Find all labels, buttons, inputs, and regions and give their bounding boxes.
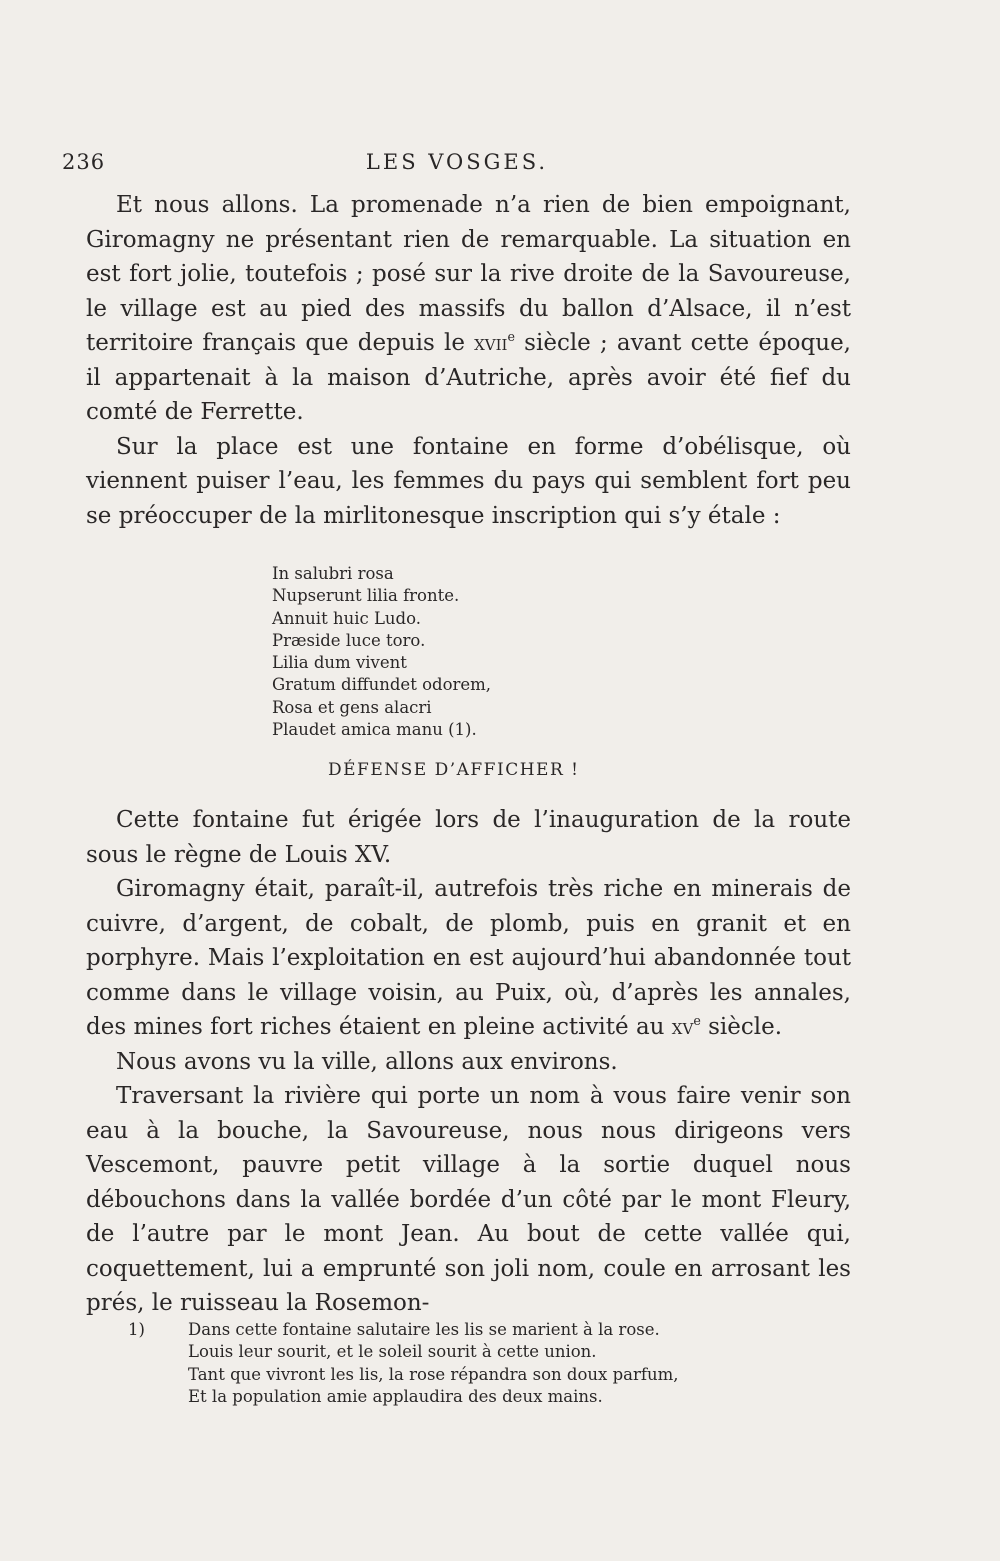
page-header (62, 150, 852, 180)
ordinal-superscript: e (507, 329, 515, 345)
paragraph-text: siècle. (700, 1014, 783, 1040)
paragraph (86, 430, 851, 534)
paragraph (86, 872, 851, 1045)
verse-line: Annuit huic Ludo. (272, 608, 421, 628)
page-number: 236 (62, 150, 106, 174)
paragraph-text: siècle ; avant cette époque, il appartenait à la maison d’Autriche, après avoir été fief du comté de Ferrette. (86, 330, 851, 425)
paragraph-text: Cette fontaine fut érigée lors de l’inauguration de la route sous le règne de Louis XV. (86, 807, 851, 868)
paragraph (86, 188, 851, 430)
verse-line: Plaudet amica manu (1). (272, 720, 477, 740)
century-numeral: xvii (474, 330, 508, 355)
paragraph-text: Giromagny était, paraît-il, autrefois très riche en minerais de cuivre, d’argent, de cobalt, de plomb, puis en granit et en porphyre. Mais l’exploitation en est aujourd’hui abandonnée tout comme dans le village voisin, au Puix, où, d’après les annales, des mines fort riches étaient en pleine activité au (86, 876, 851, 1040)
paragraph (86, 1079, 851, 1321)
century-numeral: xv (671, 1014, 694, 1039)
footnote-line: Et la population amie applaudira des deux mains. (188, 1387, 603, 1407)
footnote-line: Dans cette fontaine salutaire les lis se marient à la rose. (188, 1320, 660, 1339)
paragraph-text: Sur la place est une fontaine en forme d’obélisque, où viennent puiser l’eau, les femmes du pays qui semblent fort peu se préoccuper de la mirlitonesque inscription qui s’y étale : (86, 433, 851, 529)
verse-line: Lilia dum vivent (272, 653, 407, 673)
inscription-notice: DÉFENSE D’AFFICHER ! (328, 760, 580, 780)
verse-line: Nupserunt lilia fronte. (272, 586, 460, 606)
paragraph-text: Nous avons vu la ville, allons aux environs. (116, 1048, 618, 1075)
footnote-line: Tant que vivront les lis, la rose répandra son doux parfum, (188, 1364, 679, 1384)
footnote-marker: 1) (128, 1320, 145, 1339)
running-title: LES VOSGES. (365, 150, 549, 174)
verse-line: In salubri rosa (272, 564, 394, 583)
text-block-2 (86, 803, 851, 1321)
paragraph-text: Traversant la rivière qui porte un nom à vous faire venir son eau à la bouche, la Savoureuse, nous nous dirigeons vers Vescemont, pauvre petit village à la sortie duquel nous débouchons dans la vallée bordée d’un côté par le mont Fleury, de l’autre par le mont Jean. Au bout de cette vallée qui, coquettement, lui a emprunté son joli nom, coule en arrosant les prés, le ruisseau la Rosemon- (86, 1083, 851, 1316)
footnote-line: Louis leur sourit, et le soleil sourit à cette union. (188, 1342, 597, 1362)
latin-inscription (272, 563, 491, 741)
paragraph (86, 1045, 851, 1080)
text-block-1 (86, 188, 851, 533)
paragraph-text: Et nous allons. La promenade n’a rien de bien empoignant, Giromagny ne présentant rien de remarquable. La situation en est fort jolie, toutefois ; posé sur la rive droite de la Savoureuse, le village est au pied des massifs du ballon d’Alsace, il n’est territoire français que depuis le (86, 192, 851, 356)
ordinal-superscript: e (693, 1013, 701, 1029)
verse-line: Præside luce toro. (272, 630, 426, 650)
paragraph (86, 803, 851, 872)
verse-line: Gratum diffundet odorem, (272, 675, 492, 695)
verse-line: Rosa et gens alacri (272, 697, 432, 717)
footnote-text (188, 1319, 679, 1409)
